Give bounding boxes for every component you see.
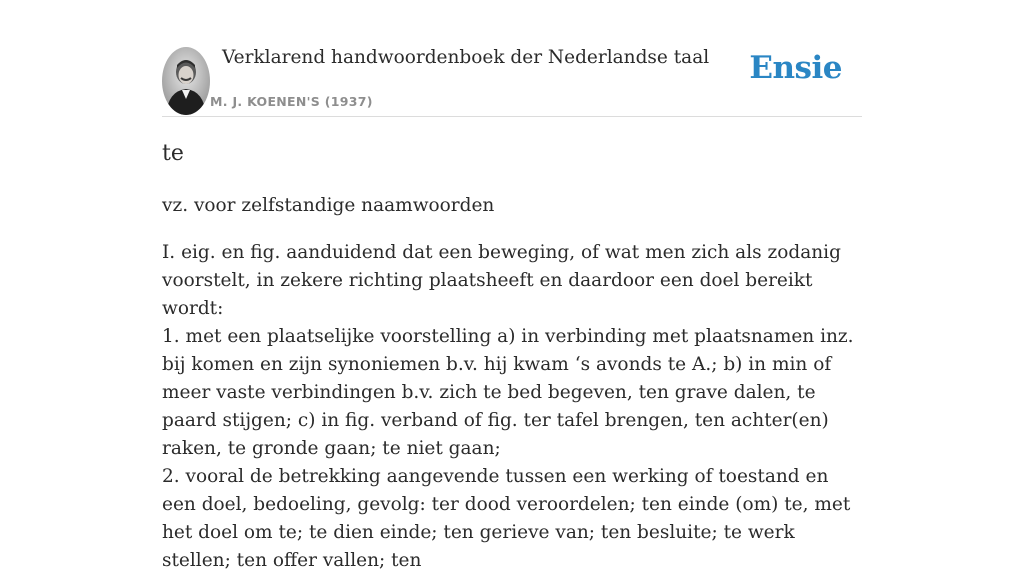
book-title: Verklarend handwoordenboek der Nederlandse taal bbox=[222, 47, 710, 68]
site-header bbox=[162, 44, 862, 117]
word-class: vz. voor zelfstandige naamwoorden bbox=[162, 195, 495, 216]
ensie-logo[interactable]: Ensie bbox=[749, 50, 842, 86]
entry-headword: te bbox=[162, 141, 184, 166]
author-avatar bbox=[162, 47, 210, 115]
entry-definition bbox=[162, 239, 862, 575]
definition-line: 2. vooral de betrekking aangevende tussen een werking of toestand en een doel, bedoeling, gevolg: ter dood veroordelen; ten einde (om) te, met het doel om te; te dien einde; ten gerieve van; ten besluite; te werk stellen; ten offer vallen; ten bbox=[162, 466, 851, 571]
author-portrait-icon bbox=[162, 47, 210, 115]
author-label: M. J. KOENEN'S (1937) bbox=[210, 94, 373, 109]
definition-line: 1. met een plaatselijke voorstelling a) in verbinding met plaatsnamen inz. bij komen en zijn synoniemen b.v. hij kwam ʻs avonds te A.; b) in min of meer vaste verbindingen b.v. zich te bed begeven, ten grave dalen, te paard stijgen; c) in fig. verband of fig. ter tafel brengen, ten achter(en) raken, te gronde gaan; te niet gaan; bbox=[162, 326, 854, 459]
definition-line: I. eig. en fig. aanduidend dat een beweging, of wat men zich als zodanig voorstelt, in zekere richting plaatsheeft en daardoor een doel bereikt wordt: bbox=[162, 242, 841, 319]
